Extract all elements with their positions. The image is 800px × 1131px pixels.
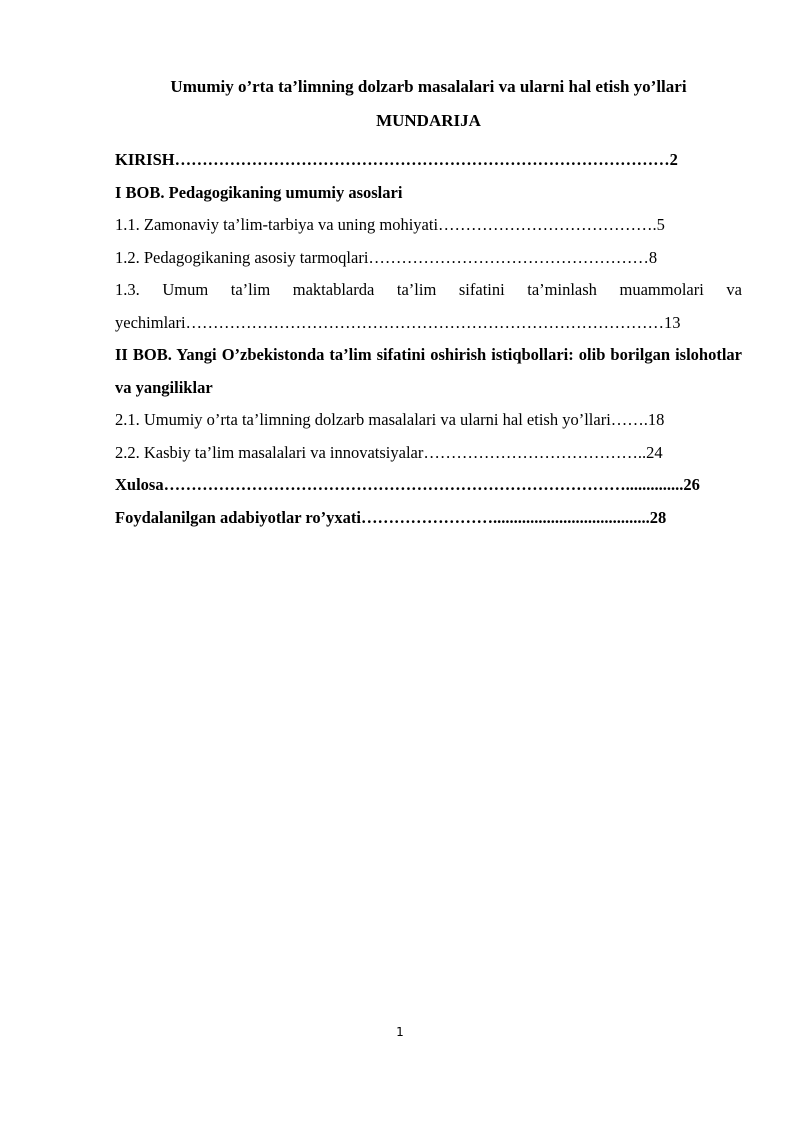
toc-entry-kirish: KIRISH………………………………………………………………………………2 <box>115 150 678 169</box>
page-number: 1 <box>396 1025 404 1039</box>
toc-entry-1-3-line-2: yechimlari……………………………………………………………………………13 <box>115 312 681 332</box>
toc-entry-1-1: 1.1. Zamonaviy ta’lim-tarbiya va uning mohiyati………………………………….5 <box>115 215 665 234</box>
toc-entry-2-2: 2.2. Kasbiy ta’lim masalalari va innovatsiyalar…………………………………..24 <box>115 442 663 462</box>
table-of-contents <box>115 144 742 534</box>
toc-entry-1-2: 1.2. Pedagogikaning asosiy tarmoqlari……………………………………………8 <box>115 247 658 267</box>
toc-heading: MUNDARIJA <box>376 111 481 130</box>
toc-entry-1-3-line-1: 1.3. Umum ta’lim maktablarda ta’lim sifatini ta’minlash muammolari va <box>115 280 742 299</box>
toc-entry-chapter-2: II BOB. Yangi O’zbekistonda ta’lim sifatini oshirish istiqbollari: olib borilgan islohotlar va yangiliklar <box>115 345 742 397</box>
toc-entry-2-1: 2.1. Umumiy o’rta ta’limning dolzarb masalalari va ularni hal etish yo’llari…….18 <box>115 410 665 429</box>
document-title: Umumiy o’rta ta’limning dolzarb masalalari va ularni hal etish yo’llari <box>170 77 687 96</box>
toc-entry-xulosa: Xulosa…………………………………………………………………………..............26 <box>115 475 700 494</box>
toc-entry-bibliography: Foydalanilgan adabiyotlar ro’yxati……………………......................................28 <box>115 507 667 527</box>
toc-entry-chapter-1: I BOB. Pedagogikaning umumiy asoslari <box>115 182 403 202</box>
